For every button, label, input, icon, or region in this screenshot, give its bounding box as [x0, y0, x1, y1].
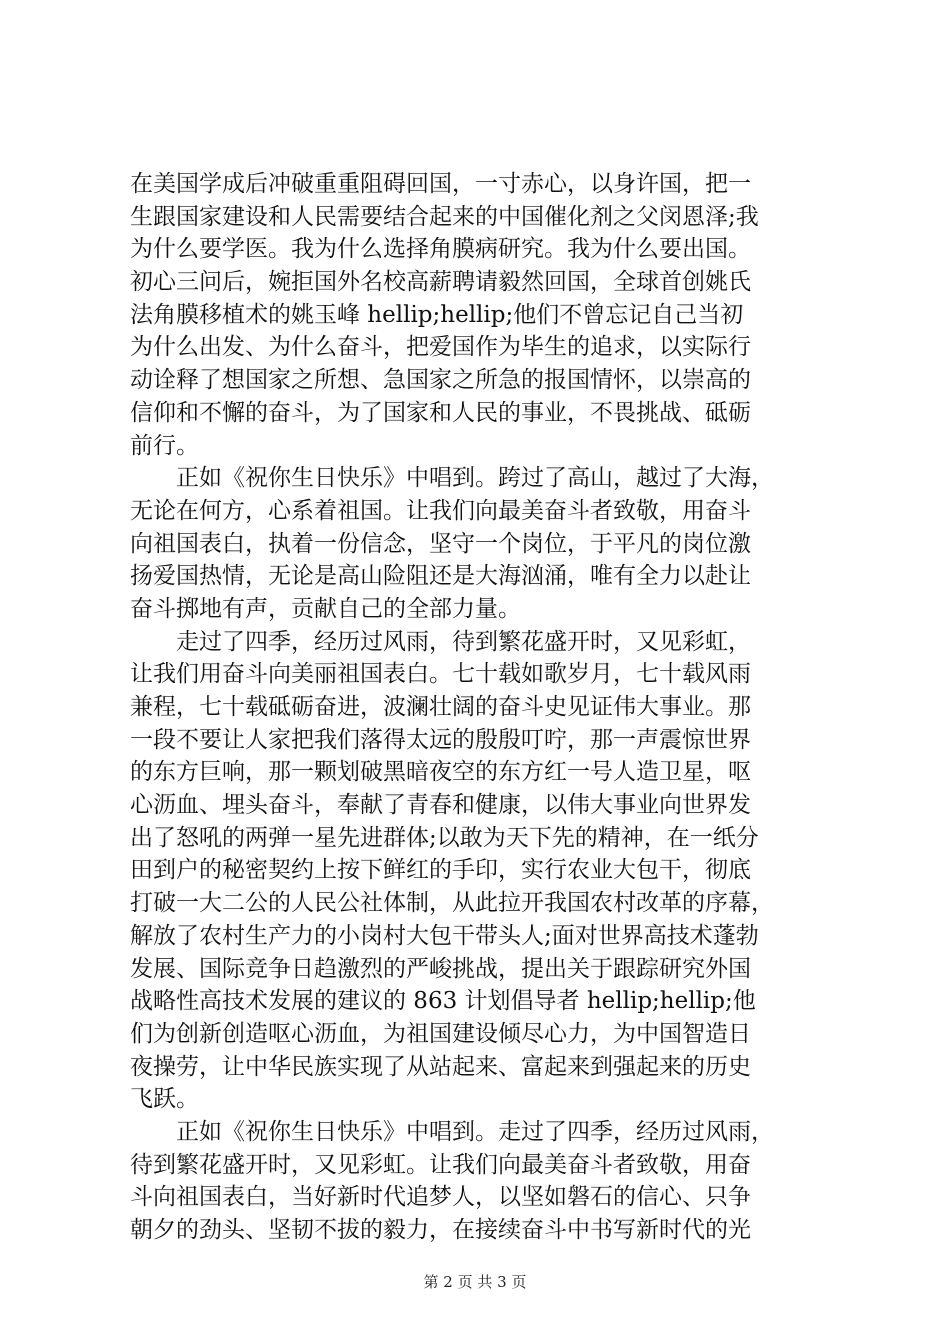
text-line: 生跟国家建设和人民需要结合起来的中国催化剂之父闵恩泽;我 [130, 203, 759, 230]
text-line: 战略性高技术发展的建议的 863 计划倡导者 hellip;hellip;他 [130, 988, 756, 1015]
text-line: 正如《祝你生日快乐》中唱到。走过了四季，经历过风雨， [130, 1118, 774, 1145]
text-line: 信仰和不懈的奋斗，为了国家和人民的事业，不畏挑战、砥砺 [130, 399, 751, 426]
text-line: 田到户的秘密契约上按下鲜红的手印，实行农业大包干，彻底 [130, 857, 751, 884]
text-line: 动诠释了想国家之所想、急国家之所急的报国情怀，以崇高的 [130, 367, 751, 394]
text-line: 为什么出发、为什么奋斗，把爱国作为毕生的追求，以实际行 [130, 334, 751, 361]
page-footer [0, 1272, 950, 1292]
text-line: 解放了农村生产力的小岗村大包干带头人;面对世界高技术蓬勃 [130, 922, 759, 949]
text-line: 在美国学成后冲破重重阻碍回国，一寸赤心，以身许国，把一 [130, 171, 751, 197]
text-line: 飞跃。 [130, 1086, 199, 1113]
text-line: 一段不要让人家把我们落得太远的殷殷叮咛，那一声震惊世界 [130, 726, 751, 753]
text-line: 斗向祖国表白，当好新时代追梦人，以坚如磐石的信心、只争 [130, 1184, 751, 1211]
text-line: 待到繁花盛开时，又见彩虹。让我们向最美奋斗者致敬，用奋 [130, 1151, 751, 1178]
text-line: 们为创新创造呕心沥血，为祖国建设倾尽心力，为中国智造日 [130, 1020, 751, 1047]
text-line: 法角膜移植术的姚玉峰 hellip;hellip;他们不曾忘记自己当初 [130, 301, 744, 328]
text-line: 扬爱国热情，无论是高山险阻还是大海汹涌，唯有全力以赴让 [130, 563, 751, 590]
text-line: 为什么要学医。我为什么选择角膜病研究。我为什么要出国。 [130, 236, 751, 263]
text-line: 的东方巨响，那一颗划破黑暗夜空的东方红一号人造卫星，呕 [130, 759, 751, 786]
text-line: 心沥血、埋头奋斗，奉献了青春和健康，以伟大事业向世界发 [130, 792, 751, 819]
text-line: 前行。 [130, 432, 199, 459]
text-line: 朝夕的劲头、坚韧不拔的毅力，在接续奋斗中书写新时代的光 [130, 1217, 751, 1243]
text-line: 打破一大二公的人民公社体制，从此拉开我国农村改革的序幕， [130, 890, 774, 917]
body-text [130, 168, 820, 1247]
page-number-label: 第 2 页 共 3 页 [423, 1273, 527, 1291]
text-line: 让我们用奋斗向美丽祖国表白。七十载如歌岁月，七十载风雨 [130, 661, 751, 688]
text-line: 向祖国表白，执着一份信念，坚守一个岗位，于平凡的岗位激 [130, 530, 751, 557]
text-line: 走过了四季，经历过风雨，待到繁花盛开时，又见彩虹， [130, 628, 751, 655]
text-line: 发展、国际竞争日趋激烈的严峻挑战，提出关于跟踪研究外国 [130, 955, 751, 982]
text-line: 兼程，七十载砥砺奋进，波澜壮阔的奋斗史见证伟大事业。那 [130, 694, 751, 720]
text-line: 夜操劳，让中华民族实现了从站起来、富起来到强起来的历史 [130, 1053, 751, 1080]
text-line: 奋斗掷地有声，贡献自己的全部力量。 [130, 595, 521, 622]
text-line: 出了怒吼的两弹一星先进群体;以敢为天下先的精神，在一纸分 [130, 824, 759, 851]
text-line: 初心三问后，婉拒国外名校高薪聘请毅然回国，全球首创姚氏 [130, 269, 751, 296]
text-line: 正如《祝你生日快乐》中唱到。跨过了高山，越过了大海， [130, 465, 774, 492]
text-line: 无论在何方，心系着祖国。让我们向最美奋斗者致敬，用奋斗 [130, 497, 751, 524]
